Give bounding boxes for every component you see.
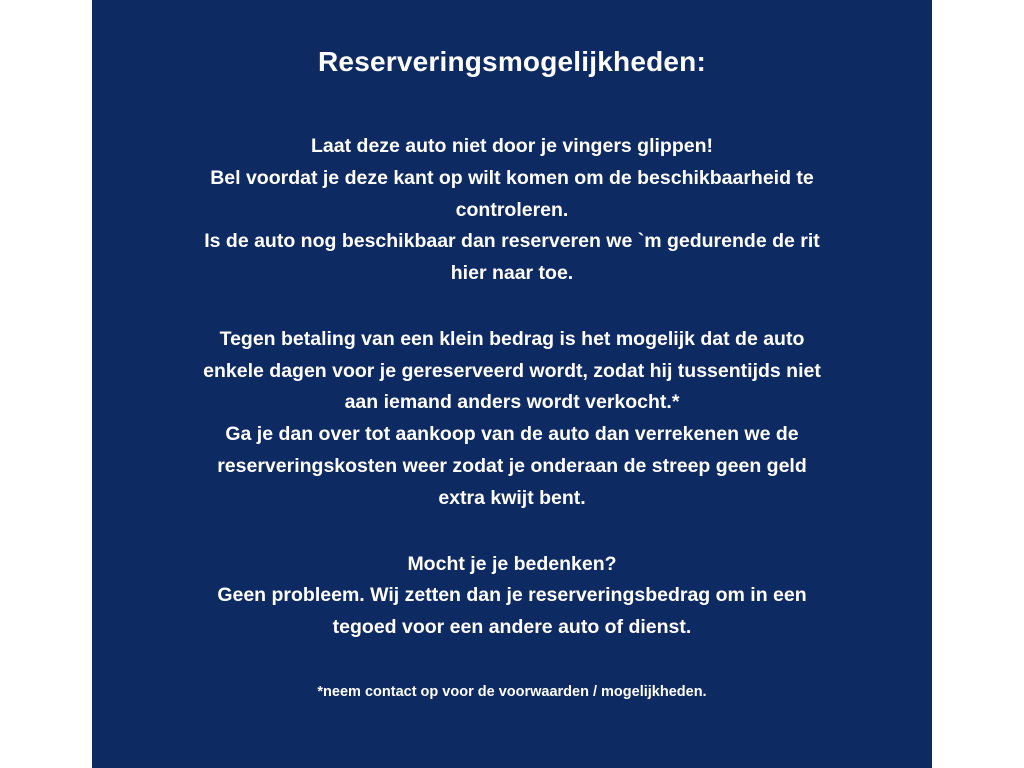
text-line: Is de auto nog beschikbaar dan reserveren we `m gedurende de rit — [204, 230, 820, 253]
paragraph-reservation-fee — [152, 324, 872, 515]
text-line: tegoed voor een andere auto of dienst. — [332, 616, 692, 639]
paragraph-change-of-mind — [152, 549, 872, 644]
text-line: controleren. — [455, 198, 569, 221]
footnote: *neem contact op voor de voorwaarden / mogelijkheden. — [317, 683, 707, 700]
text-line: hier naar toe. — [450, 262, 574, 285]
text-line: Mocht je je bedenken? — [407, 552, 617, 575]
reservation-info-panel — [92, 0, 932, 768]
paragraph-availability — [152, 131, 872, 290]
text-line: extra kwijt bent. — [438, 486, 586, 509]
text-line: Laat deze auto niet door je vingers glippen! — [311, 135, 713, 157]
page-title: Reserveringsmogelijkheden: — [318, 46, 706, 77]
text-line: Geen probleem. Wij zetten dan je reserveringsbedrag om in een — [217, 584, 807, 607]
text-line: Tegen betaling van een klein bedrag is het mogelijk dat de auto — [219, 327, 805, 350]
text-line: reserveringskosten weer zodat je onderaan de streep geen geld — [217, 455, 807, 478]
text-line: Bel voordat je deze kant op wilt komen om de beschikbaarheid te — [210, 166, 814, 189]
text-line: enkele dagen voor je gereserveerd wordt, zodat hij tussentijds niet — [203, 359, 821, 382]
text-line: Ga je dan over tot aankoop van de auto dan verrekenen we de — [225, 423, 799, 446]
text-line: aan iemand anders wordt verkocht.* — [344, 391, 680, 414]
